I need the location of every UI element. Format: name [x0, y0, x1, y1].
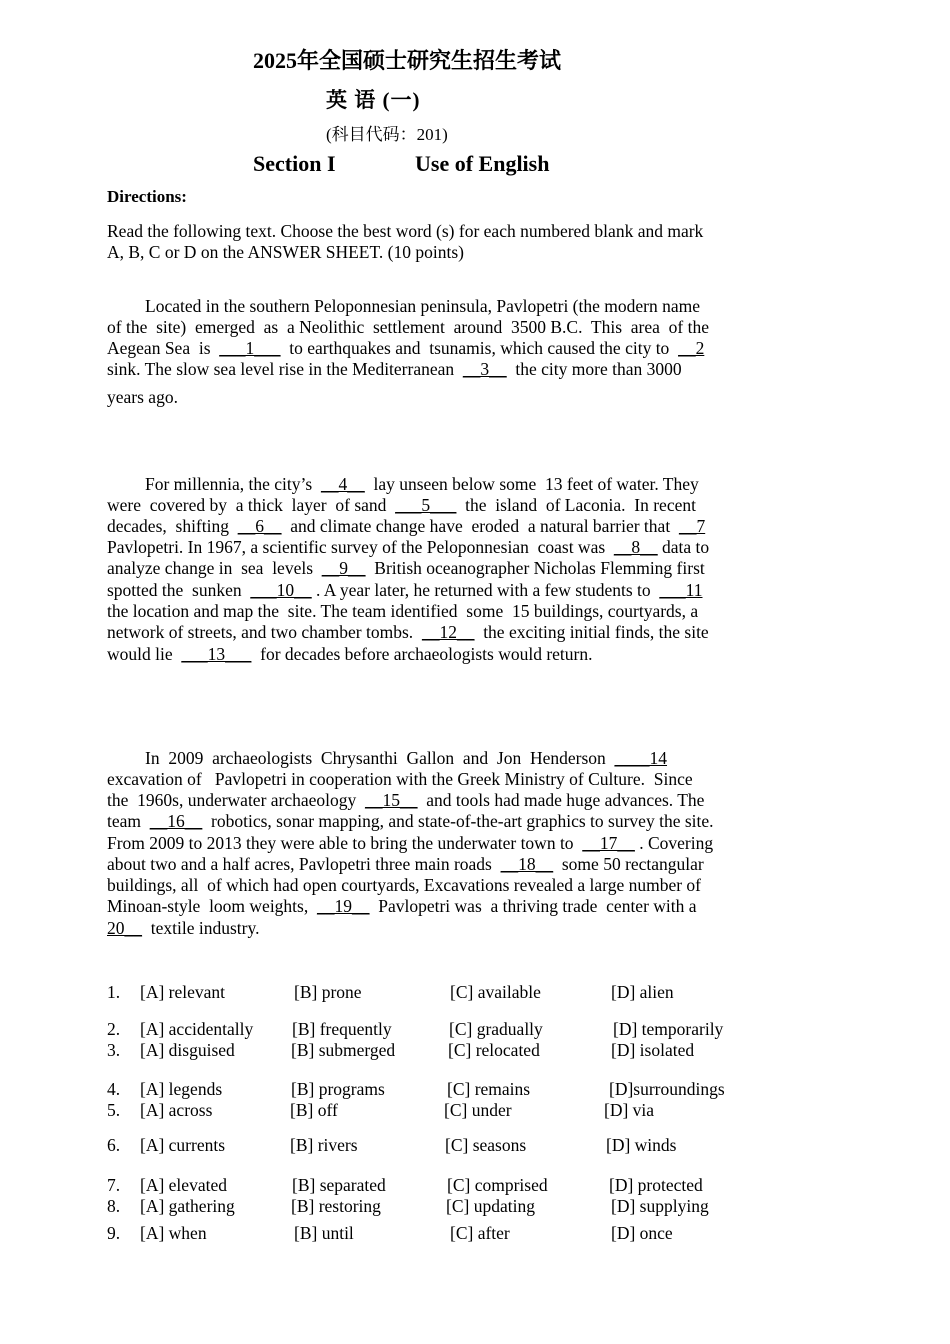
option-c: [C] seasons: [445, 1135, 527, 1155]
option-b: [B] frequently: [292, 1019, 392, 1039]
passage-line: [107, 516, 705, 537]
passage-line: [107, 896, 697, 917]
passage-text: sink. The slow sea level rise in the Mediterranean: [107, 359, 463, 379]
passage-text: and climate change have eroded a natural barrier that: [281, 516, 679, 536]
passage-line: [107, 359, 682, 380]
option-c: [C] after: [450, 1223, 510, 1243]
passage-text: years ago.: [107, 387, 178, 407]
option-b: [B] prone: [294, 982, 362, 1002]
option-b: [B] rivers: [290, 1135, 358, 1155]
passage-line: [107, 558, 705, 579]
option-d: [D]surroundings: [609, 1079, 725, 1099]
answer-blank: __2: [678, 338, 705, 358]
answer-blank: __3__: [462, 359, 507, 379]
answer-blank: __8__: [613, 537, 658, 557]
answer-blank: ___11: [659, 580, 703, 600]
option-d: [D] once: [611, 1223, 673, 1243]
passage-text: robotics, sonar mapping, and state-of-the-art graphics to survey the site.: [202, 811, 714, 831]
option-a: [A] across: [140, 1100, 213, 1120]
passage-line: [145, 748, 667, 769]
passage-line: [145, 296, 700, 317]
passage-text: Minoan-style loom weights,: [107, 896, 317, 916]
passage-text: analyze change in sea levels: [107, 558, 322, 578]
option-c: [C] gradually: [449, 1019, 543, 1039]
section-number: Section I: [253, 151, 336, 176]
question-number: 3.: [107, 1040, 121, 1060]
passage-text: Aegean Sea is: [107, 338, 220, 358]
passage-text: and tools had made huge advances. The: [417, 790, 705, 810]
question-number: 2.: [107, 1019, 121, 1039]
passage-text: textile industry.: [142, 918, 260, 938]
answer-blank: ___10__: [250, 580, 312, 600]
option-a: [A] disguised: [140, 1040, 235, 1060]
subject-code: (科目代码：201): [326, 125, 448, 144]
passage-line: [107, 580, 703, 601]
option-a: [A] when: [140, 1223, 207, 1243]
passage-text: some 50 rectangular: [553, 854, 704, 874]
question-number: 7.: [107, 1175, 121, 1195]
passage-text: In 2009 archaeologists Chrysanthi Gallon and Jon Henderson: [145, 748, 615, 768]
passage-text: the location and map the site. The team identified some 15 buildings, courtyards, a: [107, 601, 699, 621]
passage-text: . Covering: [634, 833, 714, 853]
option-b: [B] separated: [292, 1175, 386, 1195]
answer-blank: __19__: [316, 896, 370, 916]
answer-blank: __18__: [500, 854, 554, 874]
option-c: [C] under: [444, 1100, 512, 1120]
passage-text: of the site) emerged as a Neolithic settlement around 3500 B.C. This area of the: [107, 317, 709, 337]
passage-text: the island of Laconia. In recent: [456, 495, 696, 515]
passage-text: for decades before archaeologists would return.: [251, 644, 593, 664]
passage-line: [107, 811, 714, 832]
passage-line: [107, 537, 709, 558]
passage-line: [107, 644, 593, 665]
answer-blank: ___5___: [395, 495, 457, 515]
passage-text: Pavlopetri. In 1967, a scientific survey of the Peloponnesian coast was: [107, 537, 614, 557]
passage-line: [145, 474, 699, 495]
passage-text: would lie: [107, 644, 182, 664]
passage-line: [107, 317, 709, 338]
option-b: [B] until: [294, 1223, 354, 1243]
option-c: [C] remains: [447, 1079, 531, 1099]
answer-blank: __9__: [321, 558, 366, 578]
option-d: [D] isolated: [611, 1040, 695, 1060]
option-a: [A] relevant: [140, 982, 226, 1002]
exam-subject: 英 语 (一): [326, 88, 421, 112]
passage-line: [107, 769, 693, 790]
option-a: [A] legends: [140, 1079, 223, 1099]
option-d: [D] temporarily: [613, 1019, 724, 1039]
question-number: 8.: [107, 1196, 121, 1216]
option-d: [D] protected: [609, 1175, 703, 1195]
option-b: [B] programs: [291, 1079, 385, 1099]
passage-line: [107, 387, 178, 408]
passage-text: spotted the sunken: [107, 580, 251, 600]
passage-line: [107, 601, 698, 622]
exam-title: 2025年全国硕士研究生招生考试: [253, 48, 562, 73]
passage-text: network of streets, and two chamber tombs.: [107, 622, 422, 642]
directions-line: Read the following text. Choose the best word (s) for each numbered blank and mark: [107, 221, 704, 241]
passage-text: decades, shifting: [107, 516, 238, 536]
answer-blank: __6__: [237, 516, 282, 536]
passage-text: For millennia, the city’s: [145, 474, 321, 494]
answer-blank: ____14: [614, 748, 668, 768]
answer-blank: 20__: [107, 918, 142, 938]
passage-line: [107, 495, 696, 516]
option-d: [D] winds: [606, 1135, 677, 1155]
answer-blank: __12__: [421, 622, 475, 642]
passage-text: data to: [657, 537, 710, 557]
option-c: [C] relocated: [448, 1040, 540, 1060]
passage-text: the 1960s, underwater archaeology: [107, 790, 366, 810]
passage-line: [107, 338, 704, 359]
directions-line: A, B, C or D on the ANSWER SHEET. (10 points): [107, 242, 464, 262]
question-number: 9.: [107, 1223, 121, 1243]
option-b: [B] restoring: [291, 1196, 381, 1216]
answer-blank: __7: [678, 516, 706, 536]
option-a: [A] accidentally: [140, 1019, 254, 1039]
section-name: Use of English: [415, 151, 550, 176]
option-d: [D] supplying: [611, 1196, 709, 1216]
passage-text: Located in the southern Peloponnesian peninsula, Pavlopetri (the modern name: [145, 296, 700, 316]
passage-text: Pavlopetri was a thriving trade center with a: [369, 896, 697, 916]
answer-blank: __4__: [320, 474, 365, 494]
passage-text: were covered by a thick layer of sand: [107, 495, 396, 515]
option-c: [C] available: [450, 982, 541, 1002]
passage-line: [107, 790, 704, 811]
question-number: 1.: [107, 982, 121, 1002]
option-c: [C] comprised: [447, 1175, 548, 1195]
option-a: [A] gathering: [140, 1196, 235, 1216]
passage-line: [107, 833, 713, 854]
passage-text: excavation of Pavlopetri in cooperation with the Greek Ministry of Culture. Since: [107, 769, 693, 789]
option-c: [C] updating: [446, 1196, 535, 1216]
answer-blank: __15__: [365, 790, 418, 810]
question-number: 6.: [107, 1135, 121, 1155]
passage-text: team: [107, 811, 150, 831]
passage-line: [107, 622, 709, 643]
passage-text: to earthquakes and tsunamis, which caused the city to: [280, 338, 679, 358]
passage-text: British oceanographer Nicholas Flemming first: [365, 558, 705, 578]
question-number: 4.: [107, 1079, 121, 1099]
passage-line: [107, 875, 701, 896]
passage-line: [107, 918, 259, 939]
option-d: [D] alien: [611, 982, 674, 1002]
answer-blank: ___1___: [219, 338, 281, 358]
option-b: [B] submerged: [291, 1040, 396, 1060]
passage-text: buildings, all of which had open courtyards, Excavations revealed a large number of: [107, 875, 702, 895]
option-a: [A] currents: [140, 1135, 226, 1155]
passage-text: From 2009 to 2013 they were able to bring the underwater town to: [107, 833, 583, 853]
question-number: 5.: [107, 1100, 121, 1120]
passage-text: lay unseen below some 13 feet of water. They: [364, 474, 699, 494]
option-a: [A] elevated: [140, 1175, 227, 1195]
passage-text: . A year later, he returned with a few students to: [311, 580, 660, 600]
option-b: [B] off: [290, 1100, 338, 1120]
option-d: [D] via: [604, 1100, 655, 1120]
passage-line: [107, 854, 704, 875]
passage-text: the exciting initial finds, the site: [474, 622, 709, 642]
directions-label: Directions:: [107, 187, 187, 206]
passage-text: about two and a half acres, Pavlopetri three main roads: [107, 854, 501, 874]
passage-text: the city more than 3000: [506, 359, 682, 379]
answer-blank: __17__: [582, 833, 635, 853]
answer-blank: ___13___: [181, 644, 252, 664]
answer-blank: __16__: [149, 811, 203, 831]
